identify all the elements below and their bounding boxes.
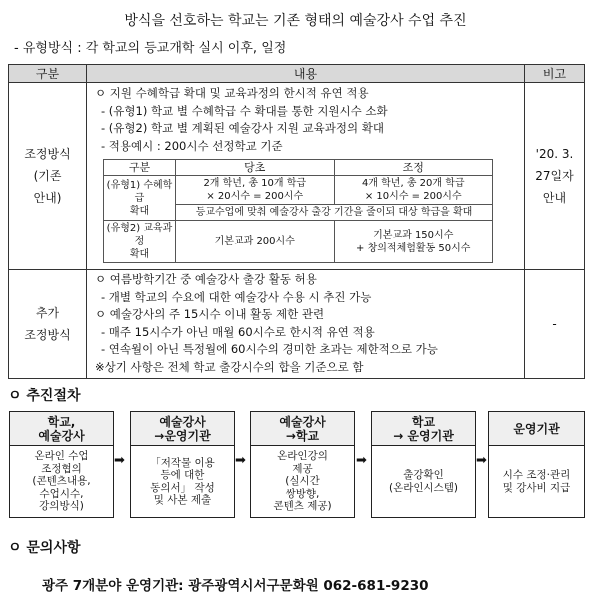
example-type1-label: (유형1) 수혜학급 확대: [104, 176, 176, 221]
example-type1-after: 4개 학년, 총 20개 학급 × 10시수 = 200시수: [334, 176, 493, 205]
example-type1-before: 2개 학년, 총 10개 학급 × 20시수 = 200시수: [176, 176, 335, 205]
example-type1-note: 등교수업에 맞춰 예술강사 출강 기간을 줄이되 대상 학급을 확대: [176, 205, 493, 221]
row1-label: 조정방식 (기존 안내): [9, 83, 87, 270]
row1-line: - 적용예시 : 200시수 선정학교 기준: [101, 138, 283, 153]
header-content: 내용: [87, 65, 525, 83]
table-row-adjust-method: [9, 83, 585, 270]
step-4-body: 출강확인 (온라인시스템): [388, 469, 459, 494]
example-header-after: 조정: [334, 160, 493, 176]
example-table: [103, 159, 493, 263]
row2-line: - 개별 학교의 수요에 대한 예술강사 수용 시 추진 가능: [101, 289, 372, 304]
document-subtitle: - 유형방식 : 각 학교의 등교개학 실시 이후, 일정: [14, 41, 287, 56]
row2-line: ㅇ 여름방학기간 중 예술강사 출강 활동 허용: [95, 272, 317, 286]
procedure-step-4: [371, 411, 476, 518]
step-5-head: 운영기관: [489, 412, 584, 446]
example-header-before: 당초: [176, 160, 335, 176]
row2-line: ㅇ 예술강사의 주 15시수 이내 활동 제한 관련: [95, 307, 325, 321]
adjustment-table: [8, 64, 585, 379]
row1-line: - (유형1) 학교 별 수혜학급 수 확대를 통한 지원시수 소화: [101, 103, 388, 118]
procedure-step-5: [488, 411, 585, 518]
row1-line: - (유형2) 학교 별 계획된 예술강사 지원 교육과정의 확대: [101, 121, 384, 135]
contact-info: 광주 7개분야 운영기관: 광주광역시서구문화원 062-681-9230: [42, 578, 429, 594]
row2-line: ※상기 사항은 전체 학교 출강시수의 합을 기준으로 함: [95, 359, 364, 374]
arrow-icon: ➡: [356, 453, 367, 468]
example-type2-before: 기본교과 200시수: [176, 221, 335, 263]
row2-note: -: [525, 270, 585, 379]
procedure-step-1: [9, 411, 114, 518]
header-category: 구분: [9, 65, 87, 83]
row1-note: '20. 3. 27일자 안내: [525, 83, 585, 270]
step-3-body: 온라인강의 제공 (실시간 쌍방향, 콘텐츠 제공): [273, 450, 332, 513]
row2-content: [87, 270, 525, 379]
step-1-body: 온라인 수업 조정협의 (콘텐츠내용, 수업시수, 강의방식): [32, 450, 91, 513]
document-title: 방식을 선호하는 학교는 기존 형태의 예술강사 수업 추진: [124, 13, 467, 29]
table-header-row: [9, 65, 585, 83]
arrow-icon: ➡: [114, 453, 125, 468]
inquiry-heading: ㅇ 문의사항: [8, 540, 81, 556]
row2-label: 추가 조정방식: [9, 270, 87, 379]
row1-content: [87, 83, 525, 270]
step-3-head: 예술강사 →학교: [251, 412, 354, 446]
arrow-icon: ➡: [235, 453, 246, 468]
table-row-additional-method: [9, 270, 585, 379]
example-type2-label: (유형2) 교육과정 확대: [104, 221, 176, 263]
arrow-icon: ➡: [476, 453, 487, 468]
header-note: 비고: [525, 65, 585, 83]
step-5-body: 시수 조정·관리 및 강사비 지급: [502, 469, 571, 494]
example-header-category: 구분: [104, 160, 176, 176]
step-2-body: 「저작물 이용 등에 대한 동의서」 작성 및 사본 제출: [150, 456, 215, 506]
example-type2-after: 기본교과 150시수 + 창의적체험활동 50시수: [334, 221, 493, 263]
procedure-heading: ㅇ 추진절차: [8, 388, 81, 404]
procedure-step-2: [130, 411, 235, 518]
procedure-step-3: [250, 411, 355, 518]
step-1-head: 학교, 예술강사: [10, 412, 113, 446]
step-4-head: 학교 → 운영기관: [372, 412, 475, 446]
row2-line: - 연속월이 아닌 특정월에 60시수의 경미한 초과는 제한적으로 가능: [101, 342, 438, 356]
row2-line: - 매주 15시수가 아닌 매월 60시수로 한시적 유연 적용: [101, 324, 375, 339]
step-2-head: 예술강사 →운영기관: [131, 412, 234, 446]
row1-line: ㅇ 지원 수혜학급 확대 및 교육과정의 한시적 유연 적용: [95, 86, 369, 100]
